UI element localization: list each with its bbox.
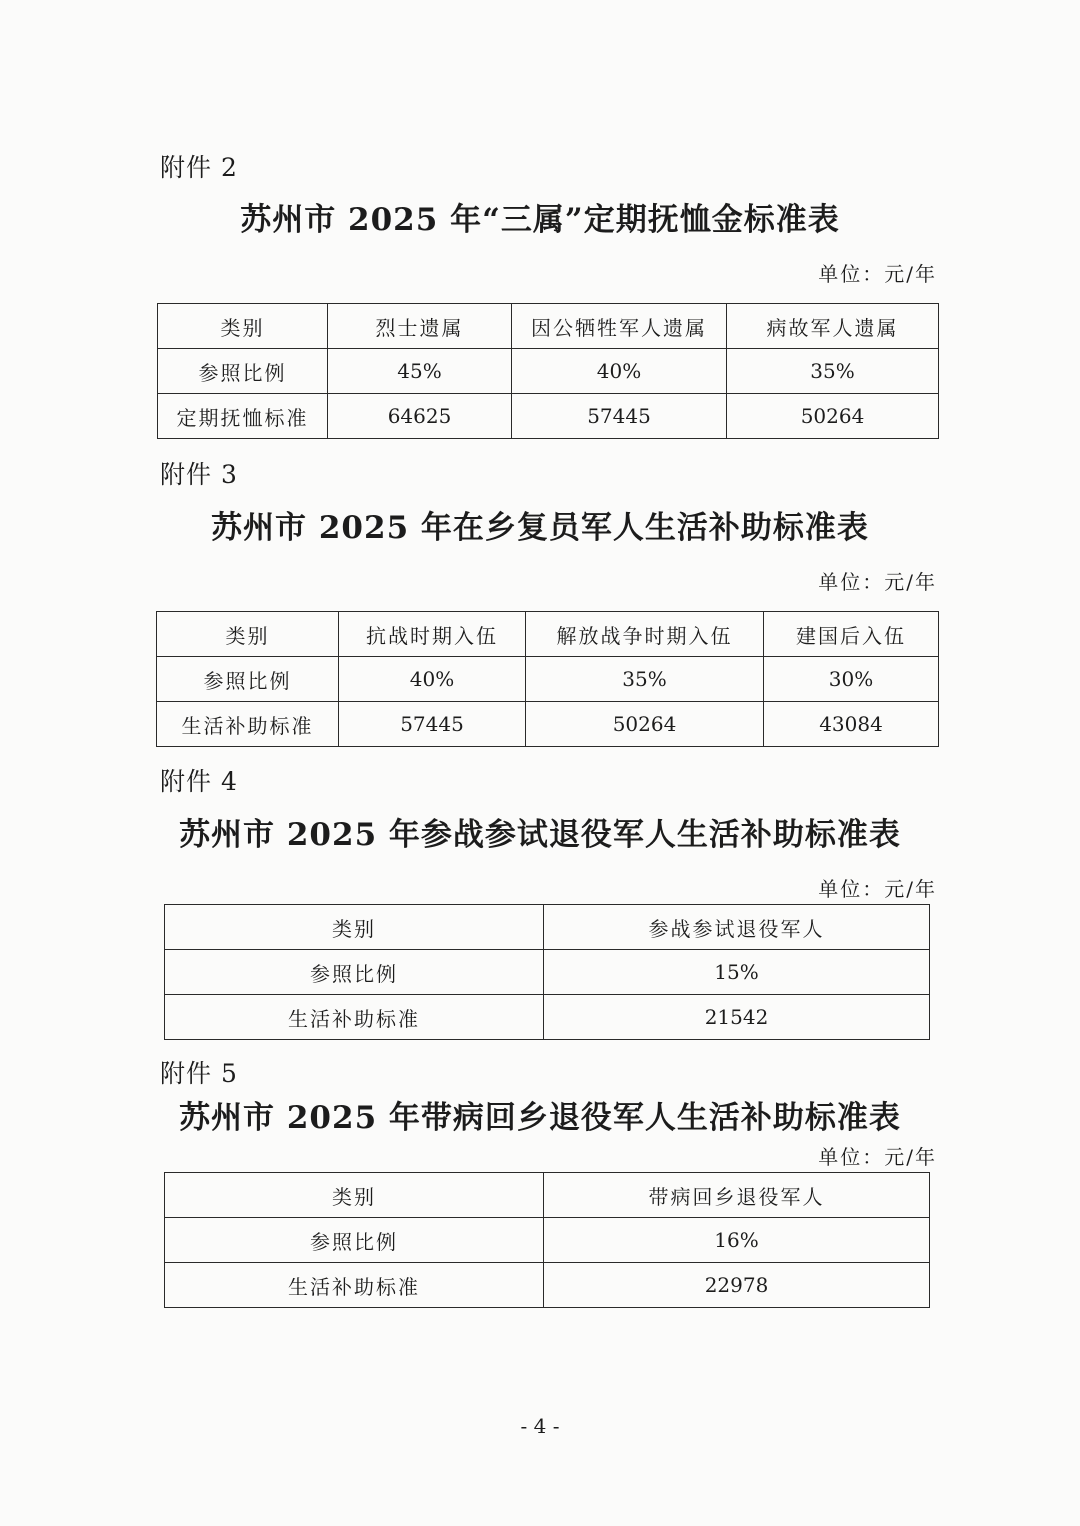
row-label: 生活补助标准 xyxy=(165,995,544,1040)
table-row-ratio xyxy=(165,950,930,995)
table-header-row xyxy=(157,612,939,657)
table-cell: 45% xyxy=(328,349,512,394)
row-label: 定期抚恤标准 xyxy=(158,394,328,439)
attachment-2-label: 附件 2 xyxy=(160,153,238,182)
row-label: 参照比例 xyxy=(165,1218,544,1263)
header-cell: 类别 xyxy=(158,304,328,349)
table-header-row xyxy=(165,905,930,950)
attachment-3-unit: 单位：元/年 xyxy=(818,570,937,594)
header-cell: 类别 xyxy=(165,905,544,950)
table-cell: 57445 xyxy=(339,702,526,747)
table-cell: 57445 xyxy=(512,394,727,439)
attachment-3-title: 苏州市 2025 年在乡复员军人生活补助标准表 xyxy=(211,510,869,546)
header-cell: 病故军人遗属 xyxy=(727,304,939,349)
header-cell: 类别 xyxy=(165,1173,544,1218)
table-cell: 50264 xyxy=(727,394,939,439)
header-cell: 建国后入伍 xyxy=(764,612,939,657)
table-row-ratio xyxy=(165,1218,930,1263)
attachment-2-unit: 单位：元/年 xyxy=(818,262,937,286)
row-label: 参照比例 xyxy=(158,349,328,394)
attachment-4-table xyxy=(164,904,930,1040)
page-number: - 4 - xyxy=(520,1414,560,1438)
header-cell: 抗战时期入伍 xyxy=(339,612,526,657)
header-cell: 烈士遗属 xyxy=(328,304,512,349)
row-label: 生活补助标准 xyxy=(157,702,339,747)
table-row-standard xyxy=(165,995,930,1040)
attachment-2-title: 苏州市 2025 年“三属”定期抚恤金标准表 xyxy=(240,202,840,238)
row-label: 生活补助标准 xyxy=(165,1263,544,1308)
table-row-standard xyxy=(157,702,939,747)
row-label: 参照比例 xyxy=(165,950,544,995)
table-header-row xyxy=(158,304,939,349)
table-row-standard xyxy=(165,1263,930,1308)
header-cell: 参战参试退役军人 xyxy=(544,905,930,950)
table-cell: 35% xyxy=(526,657,764,702)
table-cell: 50264 xyxy=(526,702,764,747)
attachment-3-table xyxy=(156,611,939,747)
attachment-5-table xyxy=(164,1172,930,1308)
attachment-5-title: 苏州市 2025 年带病回乡退役军人生活补助标准表 xyxy=(179,1100,901,1136)
table-row-ratio xyxy=(158,349,939,394)
table-cell: 21542 xyxy=(544,995,930,1040)
table-row-ratio xyxy=(157,657,939,702)
attachment-3-label: 附件 3 xyxy=(160,460,238,489)
attachment-4-title: 苏州市 2025 年参战参试退役军人生活补助标准表 xyxy=(179,817,901,853)
attachment-5-unit: 单位：元/年 xyxy=(818,1145,937,1169)
header-cell: 类别 xyxy=(157,612,339,657)
row-label: 参照比例 xyxy=(157,657,339,702)
table-cell: 22978 xyxy=(544,1263,930,1308)
attachment-5-label: 附件 5 xyxy=(160,1059,238,1088)
attachment-2-table xyxy=(157,303,939,439)
attachment-4-label: 附件 4 xyxy=(160,767,238,796)
table-cell: 35% xyxy=(727,349,939,394)
table-cell: 30% xyxy=(764,657,939,702)
table-cell: 43084 xyxy=(764,702,939,747)
table-cell: 64625 xyxy=(328,394,512,439)
header-cell: 带病回乡退役军人 xyxy=(544,1173,930,1218)
table-cell: 40% xyxy=(512,349,727,394)
table-cell: 40% xyxy=(339,657,526,702)
header-cell: 解放战争时期入伍 xyxy=(526,612,764,657)
attachment-4-unit: 单位：元/年 xyxy=(818,877,937,901)
header-cell: 因公牺牲军人遗属 xyxy=(512,304,727,349)
table-cell: 15% xyxy=(544,950,930,995)
table-header-row xyxy=(165,1173,930,1218)
table-row-standard xyxy=(158,394,939,439)
table-cell: 16% xyxy=(544,1218,930,1263)
